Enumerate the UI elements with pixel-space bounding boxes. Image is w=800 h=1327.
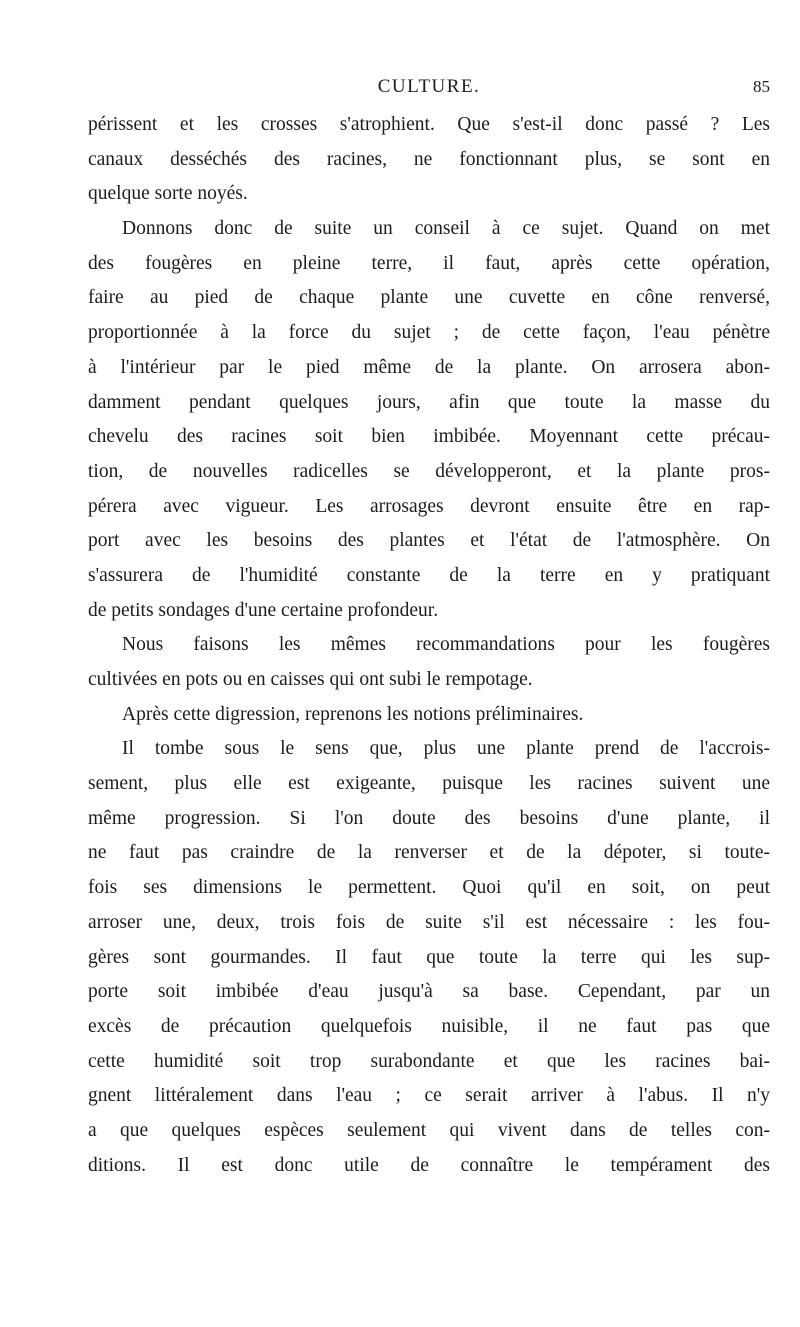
text-line: cette humidité soit trop surabondante et que les racines bai- [88,1050,770,1072]
text-line: de petits sondages d'une certaine profondeur. [88,599,439,621]
text-line: a que quelques espèces seulement qui vivent dans de telles con- [88,1119,770,1141]
text-line: à l'intérieur par le pied même de la plante. On arrosera abon- [88,356,770,378]
running-head [88,76,770,100]
text-line: ne faut pas craindre de la renverser et de la dépoter, si toute- [88,842,770,864]
text-line: ditions. Il est donc utile de connaître le tempérament des [88,1154,770,1176]
text-line: Après cette digression, reprenons les notions préliminaires. [122,703,584,725]
text-line: port avec les besoins des plantes et l'état de l'atmosphère. On [88,530,770,552]
text-line: faire au pied de chaque plante une cuvette en cône renversé, [88,287,770,309]
running-title: CULTURE. [377,76,481,97]
text-line: des fougères en pleine terre, il faut, après cette opération, [88,252,770,274]
text-line: Donnons donc de suite un conseil à ce sujet. Quand on met [122,218,770,240]
page-number: 85 [753,77,770,96]
text-line: quelque sorte noyés. [88,183,248,205]
text-line: cultivées en pots ou en caisses qui ont subi le rempotage. [88,669,533,690]
text-line: gnent littéralement dans l'eau ; ce serait arriver à l'abus. Il n'y [88,1085,770,1107]
text-line: périssent et les crosses s'atrophient. Que s'est-il donc passé ? Les [88,114,770,135]
text-line: pérera avec vigueur. Les arrosages devront ensuite être en rap- [88,495,770,517]
text-line: chevelu des racines soit bien imbibée. Moyennant cette précau- [88,426,770,448]
text-line: canaux desséchés des racines, ne fonctionnant plus, se sont en [88,148,770,170]
text-line: Il tombe sous le sens que, plus une plante prend de l'accrois- [122,738,770,760]
text-line: gères sont gourmandes. Il faut que toute la terre qui les sup- [88,946,770,968]
text-line: arroser une, deux, trois fois de suite s'il est nécessaire : les fou- [88,911,770,933]
text-line: damment pendant quelques jours, afin que toute la masse du [88,391,770,413]
text-line: fois ses dimensions le permettent. Quoi qu'il en soit, on peut [88,877,770,899]
text-line: Nous faisons les mêmes recommandations pour les fougères [122,634,770,656]
text-line: porte soit imbibée d'eau jusqu'à sa base. Cependant, par un [88,981,770,1003]
text-line: sement, plus elle est exigeante, puisque les racines suivent une [88,773,770,795]
body-text [88,108,770,1183]
text-line: s'assurera de l'humidité constante de la terre en y pratiquant [88,564,770,586]
text-line: même progression. Si l'on doute des besoins d'une plante, il [88,807,770,829]
text-line: proportionnée à la force du sujet ; de cette façon, l'eau pénètre [88,322,770,344]
text-line: excès de précaution quelquefois nuisible, il ne faut pas que [88,1015,770,1037]
text-line: tion, de nouvelles radicelles se développeront, et la plante pros- [88,460,770,482]
